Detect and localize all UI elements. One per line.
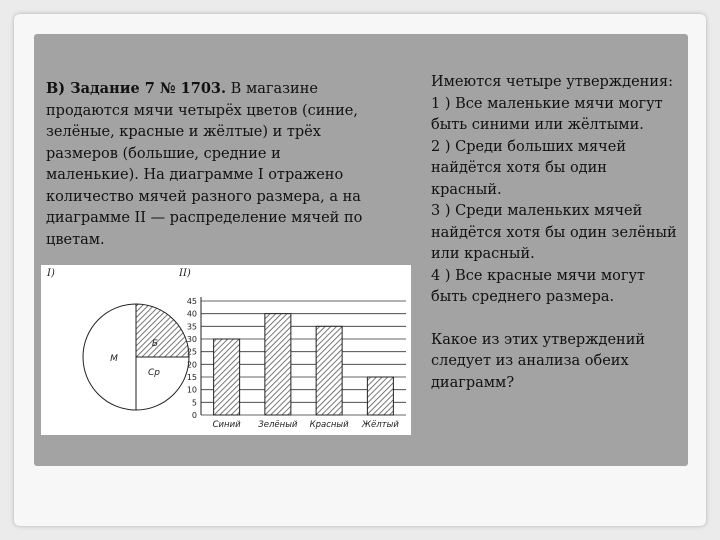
y-tick-label: 0 [191, 411, 197, 420]
y-tick-label: 25 [186, 347, 197, 357]
task-text [46, 78, 376, 251]
y-tick-label: 40 [186, 309, 197, 319]
bar [316, 326, 342, 415]
bar [265, 314, 291, 415]
y-tick-label: 5 [191, 398, 197, 408]
y-tick-label: 45 [186, 297, 197, 306]
diagrams-figure [41, 265, 411, 435]
question-text: Какое из этих утверждений следует из анализа обеих диаграмм? [431, 331, 646, 391]
charts-svg [41, 265, 411, 435]
pie-slice [136, 357, 189, 410]
bar [214, 339, 240, 415]
pie-slice-label: Ср [148, 368, 160, 378]
x-category-label: Красный [309, 420, 349, 430]
pie-chart-label: I) [47, 268, 55, 279]
statement-4: 4 ) Все красные мячи могут быть среднего размера. [431, 267, 646, 305]
x-category-label: Синий [212, 420, 241, 430]
task-number: B) Задание 7 № 1703. [46, 80, 227, 97]
y-tick-label: 15 [186, 373, 197, 382]
x-category-label: Жёлтый [361, 420, 399, 430]
statement-2: 2 ) Среди больших мячей найдётся хотя бы один красный. [431, 138, 627, 198]
statements-intro: Имеются четыре утверждения: [431, 74, 674, 90]
pie-slice-label: Б [151, 339, 159, 349]
x-category-label: Зелёный [258, 420, 298, 430]
y-tick-label: 20 [186, 360, 197, 370]
bar-chart-label: II) [179, 268, 191, 279]
statement-1: 1 ) Все маленькие мячи могут быть синими или жёлтыми. [431, 95, 663, 133]
pie-slice-label: М [110, 354, 118, 364]
pie-slice [136, 304, 189, 357]
y-tick-label: 10 [186, 385, 197, 395]
bar [367, 377, 393, 415]
statements-block [431, 72, 681, 394]
y-tick-label: 30 [186, 335, 197, 344]
y-tick-label: 35 [186, 322, 197, 332]
statement-3: 3 ) Среди маленьких мячей найдётся хотя бы один зелёный или красный. [431, 203, 677, 262]
task-body: В магазине продаются мячи четырёх цветов (синие, зелёные, красные и жёлтые) и трёх размеров (большие, средние и маленькие). На диаграмме I отражено количество мячей разного размера, а на диаграмме II — распределение мячей по цветам. [46, 81, 363, 248]
